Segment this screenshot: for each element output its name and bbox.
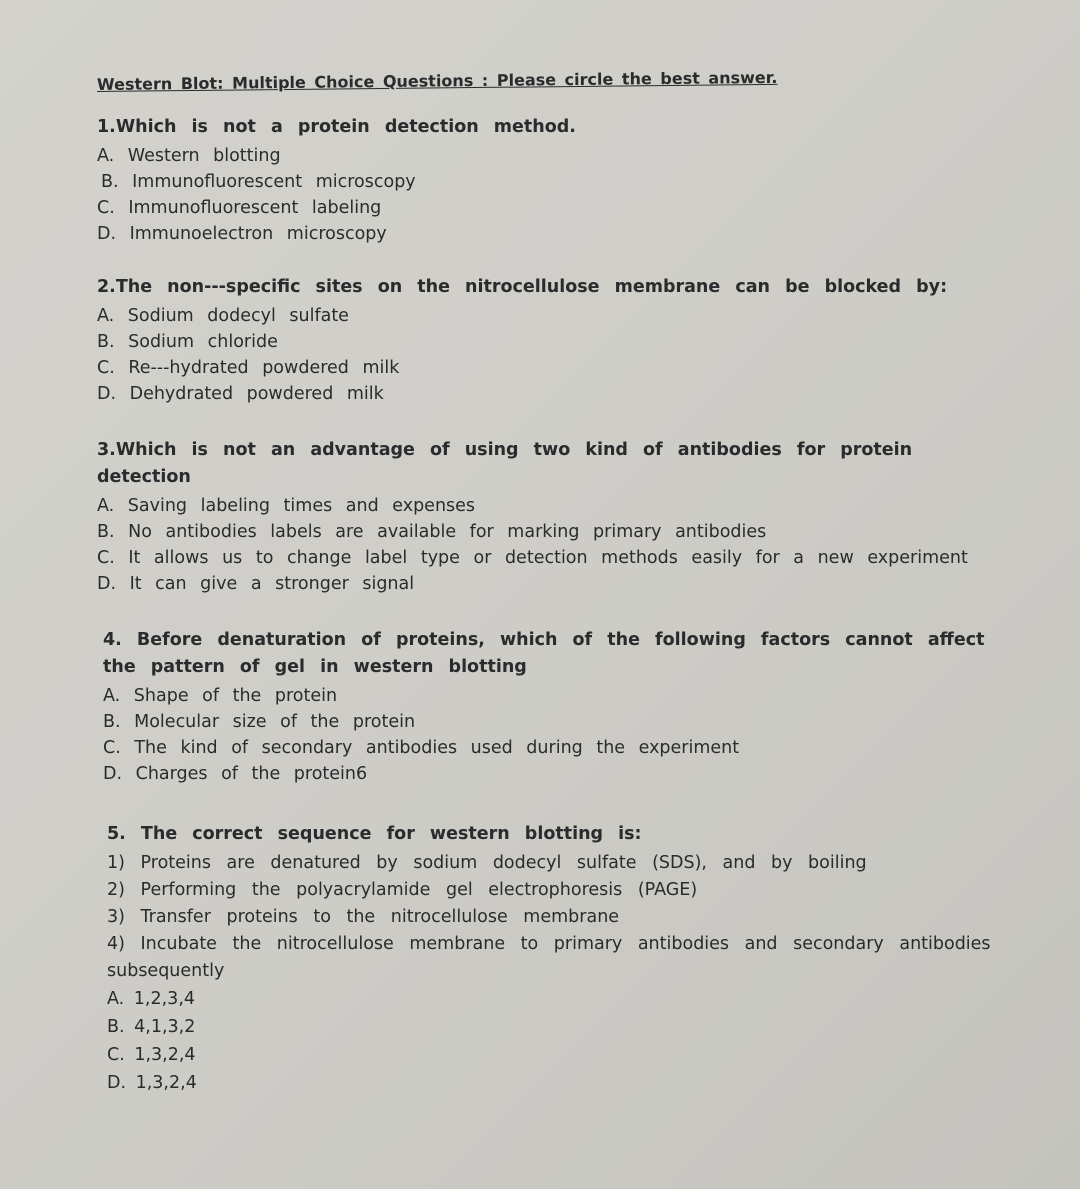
question-3-text: 3.Which is not an advantage of using two kind of antibodies for protein detection (97, 440, 913, 487)
option-4a: A. Shape of the protein (103, 686, 338, 706)
option-5d: D. 1,3,2,4 (107, 1073, 197, 1093)
question-4-options (103, 683, 1000, 787)
question-4 (97, 627, 1000, 787)
question-2-text: 2.The non---specific sites on the nitrocellulose membrane can be blocked by: (97, 277, 948, 297)
option-4d: D. Charges of the protein6 (103, 764, 368, 784)
question-5-steps (107, 850, 1000, 985)
question-5 (97, 821, 1000, 1097)
question-2-options (97, 303, 1000, 407)
option-2d: D. Dehydrated powdered milk (97, 384, 384, 404)
option-3d: D. It can give a stronger signal (97, 574, 415, 594)
option-1a: A. Western blotting (97, 146, 281, 166)
option-5a: A. 1,2,3,4 (107, 989, 196, 1009)
question-5-text: 5. The correct sequence for western blotting is: (107, 824, 642, 844)
option-2b: B. Sodium chloride (97, 332, 278, 352)
question-4-text: 4. Before denaturation of proteins, which of the following factors cannot affect the pattern of gel in western blotting (103, 630, 985, 677)
worksheet-title: Western Blot: Multiple Choice Questions : Please circle the best answer. (96, 67, 778, 94)
option-1b: B. Immunofluorescent microscopy (101, 172, 416, 192)
question-1 (97, 114, 1000, 247)
step-4: 4) Incubate the nitrocellulose membrane to primary antibodies and secondary antibodies subsequently (107, 934, 991, 981)
question-1-options (97, 143, 1000, 247)
option-5c: C. 1,3,2,4 (107, 1045, 196, 1065)
option-1d: D. Immunoelectron microscopy (97, 224, 387, 244)
option-1c: C. Immunofluorescent labeling (97, 198, 382, 218)
step-1: 1) Proteins are denatured by sodium dodecyl sulfate (SDS), and by boiling (107, 853, 867, 873)
option-4c: C. The kind of secondary antibodies used during the experiment (103, 738, 740, 758)
option-2c: C. Re---hydrated powdered milk (97, 358, 400, 378)
step-2: 2) Performing the polyacrylamide gel electrophoresis (PAGE) (107, 880, 698, 900)
option-3a: A. Saving labeling times and expenses (97, 496, 476, 516)
question-2 (97, 274, 1000, 407)
option-3b: B. No antibodies labels are available for marking primary antibodies (97, 522, 767, 542)
option-5b: B. 4,1,3,2 (107, 1017, 196, 1037)
question-1-text: 1.Which is not a protein detection method. (97, 117, 576, 137)
question-3 (97, 437, 1000, 597)
step-3: 3) Transfer proteins to the nitrocellulose membrane (107, 907, 620, 927)
option-2a: A. Sodium dodecyl sulfate (97, 306, 349, 326)
option-4b: B. Molecular size of the protein (103, 712, 416, 732)
option-3c: C. It allows us to change label type or detection methods easily for a new experiment (97, 548, 968, 568)
question-5-options (107, 985, 1000, 1097)
question-3-options (97, 493, 1000, 597)
